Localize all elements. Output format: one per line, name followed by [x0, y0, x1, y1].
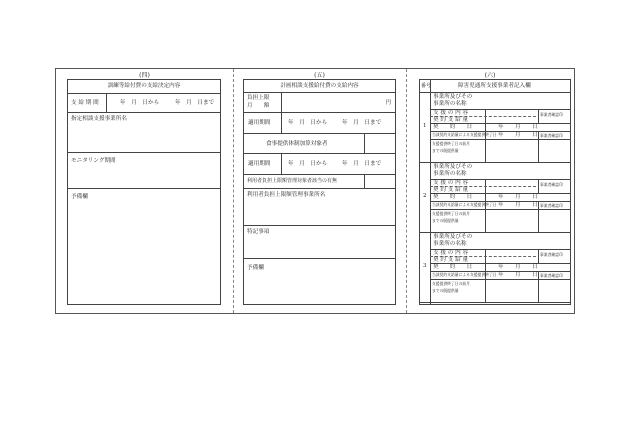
content-label: 支 援 の 内 容	[433, 180, 469, 186]
fold-line	[233, 69, 234, 313]
meal-title: 食事提供体制加算対象者	[266, 141, 328, 147]
contract-date-label: 契 約 日	[433, 194, 473, 200]
period-label: 支 給 期 間	[71, 100, 99, 106]
panel5-header: (五)	[314, 72, 325, 79]
entry-block: 3 事業所及びその 事業所の名称 支 援 の 内 容 契 約 支 給 量 事業者確認印 契 約 日 年 月 日 当該契約支給量による支援提供終了日 年 月 日 事業者確認印 支援提供終了日の前月 までの既提供量	[420, 233, 570, 303]
panel6-header: (六)	[484, 72, 496, 79]
entry-no: 3	[423, 263, 427, 269]
panel5-notes-label: 予備欄	[247, 265, 264, 271]
yen-unit: 円	[385, 100, 391, 106]
applied-label: 適用期間	[248, 120, 271, 126]
agency-label: 指定相談支援事業所名	[71, 116, 127, 122]
panel4-header: (四)	[139, 72, 150, 79]
period-to: 年 月 日まで	[175, 100, 215, 106]
office-label-1: 事業所及びその	[433, 234, 473, 240]
certificate-sheet	[55, 68, 575, 314]
col-no: 番号	[421, 83, 432, 89]
panel6-title: 障害児通所支援事業者記入欄	[458, 83, 531, 89]
cap-label-1: 負担上限	[247, 95, 270, 101]
end-date-label: 当該契約支給量による支援提供終了日	[432, 132, 497, 137]
panel6-box	[419, 79, 571, 305]
applied-to: 年 月 日まで	[342, 120, 382, 126]
content-label: 支 援 の 内 容	[433, 250, 469, 256]
panel4-box	[67, 79, 221, 305]
applied-to-2: 年 月 日まで	[342, 161, 382, 167]
applied-from: 年 月 日から	[288, 120, 328, 126]
period-from: 年 月 日から	[120, 100, 160, 106]
special-label: 特記事項	[247, 229, 270, 235]
cap-mgmt-label: 利用者負担上限額管理対象者該当の有無	[247, 178, 338, 184]
provided-label-2: までの既提供量	[432, 288, 459, 293]
panel4-notes-label: 予備欄	[71, 194, 88, 200]
office-label-2: 事業所の名称	[433, 101, 467, 107]
end-date-label: 当該契約支給量による支援提供終了日	[432, 272, 497, 277]
confirm-label: 事業者確認印	[540, 182, 563, 187]
applied-from-2: 年 月 日から	[288, 161, 328, 167]
provided-label: 支援提供終了日の前月	[432, 281, 470, 286]
provided-label: 支援提供終了日の前月	[432, 211, 470, 216]
confirm-label: 事業者確認印	[540, 252, 563, 257]
content-label: 支 援 の 内 容	[433, 110, 469, 116]
contract-amount-label: 契 約 支 給 量	[433, 187, 469, 193]
contract-amount-label: 契 約 支 給 量	[433, 117, 469, 123]
panel5-box	[243, 79, 396, 305]
entry-no: 1	[423, 123, 427, 129]
office-label-2: 事業所の名称	[433, 171, 467, 177]
panel5-title: 計画相談支援給付費の支給内容	[280, 83, 359, 89]
end-date-label: 当該契約支給量による支援提供終了日	[432, 202, 497, 207]
cap-mgmt-office: 利用者負担上限額管理事業所名	[247, 192, 326, 198]
provided-label: 支援提供終了日の前月	[432, 141, 470, 146]
cap-label-2: 月 額	[247, 103, 270, 109]
entry-block: 1 事業所及びその 事業所の名称 支 援 の 内 容 契 約 支 給 量 事業者確認印 契 約 日 年 月 日 当該契約支給量による支援提供終了日 年 月 日 事業者確認印 支援提供終了日の前月 までの既提供量	[420, 93, 570, 163]
contract-date-label: 契 約 日	[433, 264, 473, 270]
office-label-1: 事業所及びその	[433, 94, 473, 100]
fold-line	[406, 69, 407, 313]
panel4-title: 訓練等給付費の支給決定内容	[107, 83, 181, 89]
office-label-1: 事業所及びその	[433, 164, 473, 170]
confirm-label: 事業者確認印	[540, 112, 563, 117]
contract-amount-label: 契 約 支 給 量	[433, 257, 469, 263]
monitoring-label: モニタリング期間	[71, 158, 116, 164]
provided-label-2: までの既提供量	[432, 218, 459, 223]
contract-date-label: 契 約 日	[433, 124, 473, 130]
entry-no: 2	[423, 193, 427, 199]
applied-label-2: 適用期間	[248, 161, 271, 167]
entry-block: 2 事業所及びその 事業所の名称 支 援 の 内 容 契 約 支 給 量 事業者確認印 契 約 日 年 月 日 当該契約支給量による支援提供終了日 年 月 日 事業者確認印 支援提供終了日の前月 までの既提供量	[420, 163, 570, 233]
provided-label-2: までの既提供量	[432, 148, 459, 153]
office-label-2: 事業所の名称	[433, 241, 467, 247]
